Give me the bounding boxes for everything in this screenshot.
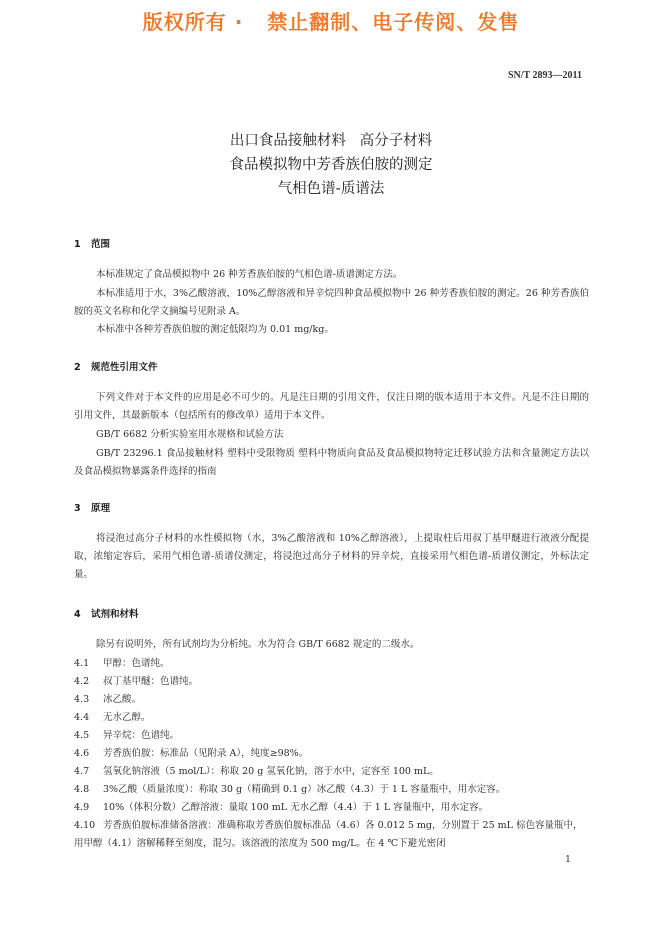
- item-text: 芳香族伯胺标准储备溶液：准确称取芳香族伯胺标准品（4.6）各 0.012 5 mg，分别置于 25 mL 棕色容量瓶中，用甲醇（4.1）溶解稀释至刻度，混匀。该溶液的浓度为 500 mg/L。在 4 ℃下避光密闭: [74, 820, 583, 849]
- item-text: 10%（体积分数）乙醇溶液：量取 100 mL 无水乙醇（4.4）于 1 L 容量瓶中，用水定容。: [103, 802, 489, 813]
- item-number: 4.6: [74, 748, 90, 759]
- section-heading-1: [74, 236, 110, 250]
- paragraph: 将浸泡过高分子材料的水性模拟物（水，3%乙酸溶液和 10%乙醇溶液），上提取柱后用叔丁基甲醚进行液液分配提取，浓缩定容后，采用气相色谱-质谱仪测定，将浸泡过高分子材料的异辛烷，直接采用气相色谱-质谱仪测定，外标法定量。: [74, 533, 589, 580]
- item-text: 异辛烷：色谱纯。: [103, 730, 180, 741]
- paragraph: 下列文件对于本文件的应用是必不可少的。凡是注日期的引用文件，仅注日期的版本适用于本文件。凡是不注日期的引用文件，其最新版本（包括所有的修改单）适用于本文件。: [74, 392, 589, 421]
- item-text: 3%乙酸（质量浓度）：称取 30 g（精确到 0.1 g）冰乙酸（4.3）于 1 L 容量瓶中，用水定容。: [103, 784, 506, 795]
- list-item: [74, 745, 589, 763]
- item-text: 冰乙酸。: [103, 694, 142, 705]
- normative-reference: GB/T 6682 分析实验室用水规格和试验方法: [96, 429, 284, 440]
- section-number: 2: [74, 362, 81, 373]
- item-number: 4.2: [74, 676, 90, 687]
- section-heading-2: [74, 359, 158, 373]
- paragraph: 本标准规定了食品模拟物中 26 种芳香族伯胺的气相色谱-质谱测定方法。: [96, 269, 403, 280]
- item-number: 4.1: [74, 658, 90, 669]
- item-number: 4.10: [74, 820, 96, 831]
- document-title-line-2: 食品模拟物中芳香族伯胺的测定: [229, 157, 433, 173]
- section-number: 3: [74, 503, 81, 514]
- section-number: 4: [74, 609, 81, 620]
- list-item: [74, 763, 589, 781]
- section-title: 范围: [91, 239, 111, 250]
- paragraph: 本标准适用于水，3%乙酸溶液，10%乙醇溶液和异辛烷四种食品模拟物中 26 种芳香族伯胺的测定。26 种芳香族伯胺的英文名称和化学文摘编号见附录 A。: [74, 288, 589, 317]
- section-title: 试剂和材料: [91, 609, 139, 620]
- list-item: [74, 781, 589, 799]
- standard-code: SN/T 2893—2011: [508, 70, 582, 81]
- document-title-line-3: 气相色谱-质谱法: [277, 181, 385, 197]
- copyright-watermark: 版权所有 · 禁止翻制、电子传阅、发售: [142, 10, 520, 34]
- list-item: [74, 709, 589, 727]
- item-number: 4.8: [74, 784, 90, 795]
- item-text: 氢氧化钠溶液（5 mol/L）：称取 20 g 氢氧化钠，溶于水中，定容至 100 mL。: [103, 766, 439, 777]
- paragraph: 除另有说明外，所有试剂均为分析纯。水为符合 GB/T 6682 规定的二级水。: [96, 639, 420, 650]
- item-number: 4.9: [74, 802, 90, 813]
- item-text: 叔丁基甲醚：色谱纯。: [103, 676, 199, 687]
- list-item: [74, 727, 589, 745]
- item-text: 芳香族伯胺：标准品（见附录 A），纯度≥98%。: [103, 748, 309, 759]
- document-title-line-1: 出口食品接触材料 高分子材料: [229, 133, 433, 149]
- section-title: 原理: [91, 503, 111, 514]
- list-item: [74, 673, 589, 691]
- list-item: [74, 799, 589, 817]
- normative-reference: GB/T 23296.1 食品接触材料 塑料中受限物质 塑料中物质向食品及食品模拟物特定迁移试验方法和含量测定方法以及食品模拟物暴露条件选择的指南: [74, 448, 589, 477]
- item-number: 4.5: [74, 730, 90, 741]
- list-item: [74, 655, 589, 673]
- page-number: 1: [564, 854, 571, 865]
- section-number: 1: [74, 239, 81, 250]
- item-number: 4.3: [74, 694, 90, 705]
- item-number: 4.7: [74, 766, 90, 777]
- item-text: 甲醇：色谱纯。: [103, 658, 170, 669]
- item-number: 4.4: [74, 712, 90, 723]
- section-heading-4: [74, 606, 139, 620]
- paragraph: 本标准中各种芳香族伯胺的测定低限均为 0.01 mg/kg。: [96, 324, 334, 335]
- section-title: 规范性引用文件: [91, 362, 158, 373]
- list-item: [74, 817, 589, 853]
- item-text: 无水乙醇。: [103, 712, 151, 723]
- section-heading-3: [74, 500, 110, 514]
- list-item: [74, 691, 589, 709]
